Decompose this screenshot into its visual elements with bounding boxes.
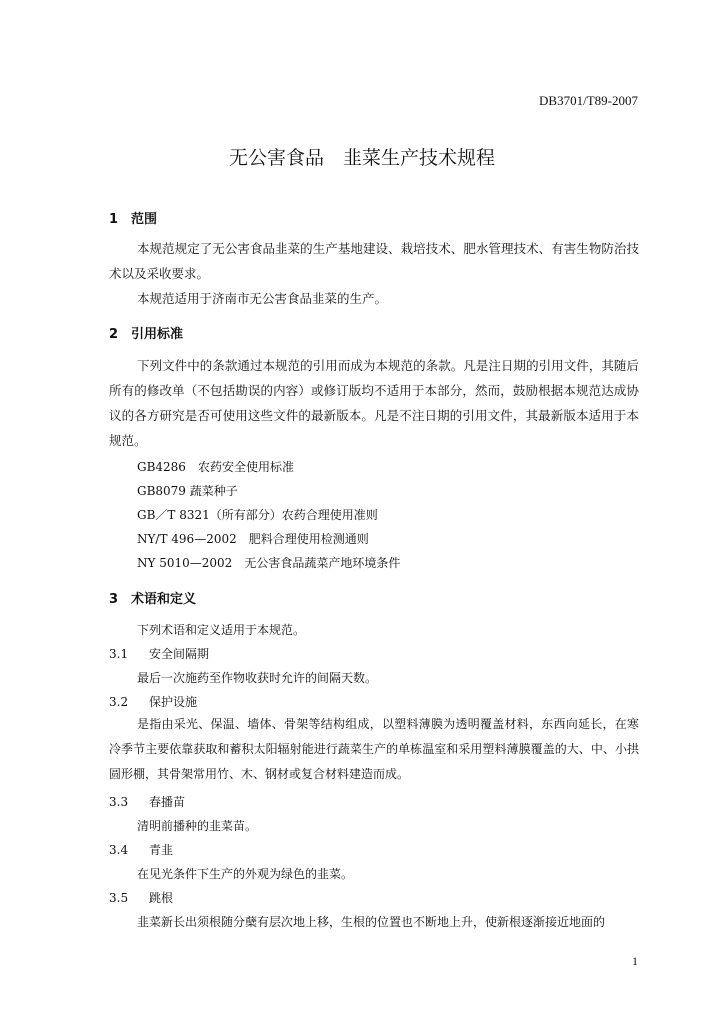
term-3-3-heading [109,793,185,810]
term-3-2-heading [109,693,197,710]
document-title: 无公害食品 韭菜生产技术规程 [228,147,495,169]
reference-item: NY/T 496—2002 肥料合理使用检测通则 [137,532,369,546]
document-code: DB3701/T89-2007 [539,93,638,108]
term-3-3-definition: 清明前播种的韭菜苗。 [137,819,258,833]
section-number: 3 [109,592,119,607]
page-number: 1 [632,954,638,968]
section-1-heading [109,208,157,227]
term-name: 春播苗 [149,795,186,809]
section-title: 范围 [131,212,158,227]
section-3-heading [109,588,196,607]
term-number: 3.5 [109,891,129,905]
term-name: 青韭 [149,843,174,857]
term-3-1-heading [109,645,209,662]
reference-item: NY 5010—2002 无公害食品蔬菜产地环境条件 [137,556,401,570]
term-3-5-heading [109,889,173,906]
section-1-paragraph-2: 本规范适用于济南市无公害食品韭菜的生产。 [137,291,388,306]
section-title: 引用标准 [131,327,184,342]
term-number: 3.2 [109,695,129,709]
term-number: 3.3 [109,795,129,809]
reference-item: GB4286 农药安全使用标准 [137,460,294,474]
reference-item: GB8079 蔬菜种子 [137,484,238,498]
term-name: 安全间隔期 [149,647,210,661]
term-3-5-definition: 韭菜新长出须根随分蘖有层次地上移，生根的位置也不断地上升，使新根逐渐接近地面的 [137,915,606,929]
term-3-4-heading [109,841,173,858]
term-number: 3.1 [109,647,129,661]
reference-item: GB／T 8321（所有部分）农药合理使用准则 [137,508,378,522]
section-2-heading [109,323,183,342]
section-3-intro: 下列术语和定义适用于本规范。 [137,623,306,637]
term-name: 保护设施 [149,695,198,709]
term-name: 跳根 [149,891,174,905]
term-number: 3.4 [109,843,129,857]
section-1-paragraph-1: 本规范规定了无公害食品韭菜的生产基地建设、栽培技术、肥水管理技术、有害生物防治技术以及采收要求。 [109,241,639,281]
term-3-4-definition: 在见光条件下生产的外观为绿色的韭菜。 [137,867,354,881]
section-number: 1 [109,212,119,227]
section-2-paragraph-1: 下列文件中的条款通过本规范的引用而成为本规范的条款。凡是注日期的引用文件，其随后所有的修改单（不包括勘误的内容）或修订版均不适用于本部分，然而，鼓励根据本规范达成协议的各方研究是否可使用这些文件的最新版本。凡是不注日期的引用文件，其最新版本适用于本规范。 [109,358,639,448]
section-number: 2 [109,327,119,342]
section-title: 术语和定义 [131,592,197,607]
term-3-2-definition: 是指由采光、保温、墙体、骨架等结构组成，以塑料薄膜为透明覆盖材料，东西向延长，在寒冷季节主要依靠获取和蓄积太阳辐射能进行蔬菜生产的单栋温室和采用塑料薄膜覆盖的大、中、小拱圆形棚，其骨架常用竹、木、钢材或复合材料建造而成。 [109,717,639,781]
term-3-1-definition: 最后一次施药至作物收获时允许的间隔天数。 [137,671,378,685]
